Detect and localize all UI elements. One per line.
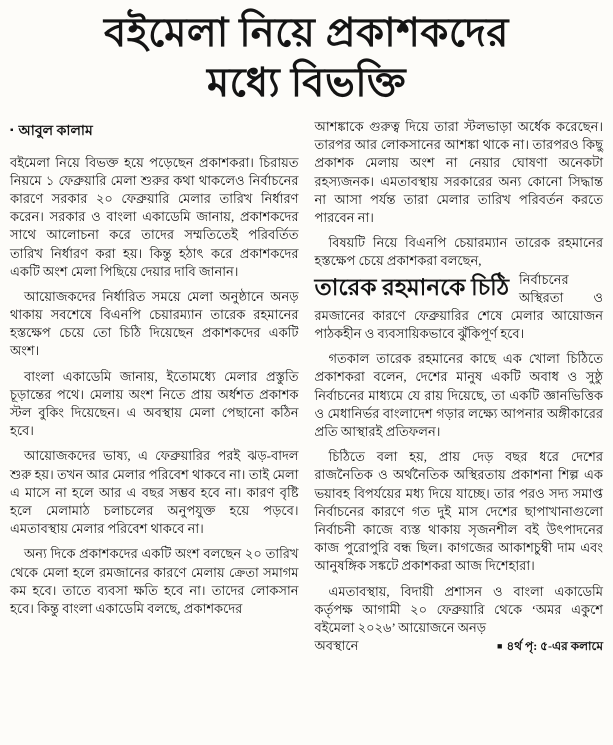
headline-line-2: মধ্যে বিভক্তি (206, 60, 407, 105)
square-bullet-icon: ■ (497, 641, 503, 652)
byline (10, 122, 299, 142)
right-column (315, 118, 604, 655)
article-body (10, 118, 603, 655)
subheading: তারেক রহমানকে চিঠি (314, 274, 510, 300)
square-bullet-icon: ▪ (10, 125, 14, 136)
article-paragraph: আশঙ্কাকে গুরুত্ব দিয়ে তারা স্টলভাড়া অর্ধেক করেছেন। তারপর আর লোকসানের আশঙ্কা থাকে না। তারপরও কিছু প্রকাশক মেলায় অংশ না নেয়ার ঘোষণা অনেকটা রহস্যজনক। এমতাবস্থায় সরকারের অন্য কোনো সিদ্ধান্ত না আসা পর্যন্ত তারা মেলার তারিখ পরিবর্তন করতে পারবেন না। (314, 119, 603, 225)
article-paragraph: নির্বাচনের অস্থিরতা ও রমজানের কারণে ফেব্রুয়ারির শেষে মেলার আয়োজন পাঠকহীন ও ব্যবসায়িকভাবে ঝুঁকিপূর্ণ হবে। (314, 271, 603, 342)
continuation-line (315, 637, 604, 655)
article-paragraph: বইমেলা নিয়ে বিভক্ত হয়ে পড়েছেন প্রকাশকরা। চিরায়ত নিয়মে ১ ফেব্রুয়ারি মেলা শুরুর কথা থাকলেও নির্বাচনের কারণে সরকার ২০ ফেব্রুয়ারি মেলার তারিখ নির্ধারণ করেন। সরকার ও বাংলা একাডেমি জানায়, প্রকাশকদের সাথে আলোচনা করে তাদের সম্মতিতেই পরিবর্তিত তারিখ নির্ধারণ করা হয়। কিন্তু হঠাৎ করে প্রকাশকদের একটি অংশ মেলা পিছিয়ে দেয়ার দাবি জানান। (10, 154, 299, 279)
article-paragraph: বিষয়টি নিয়ে বিএনপি চেয়ারম্যান তারেক রহমানের হস্তক্ষেপ চেয়ে প্রকাশকরা বলছেন, (314, 235, 603, 269)
article-paragraph: বাংলা একাডেমি জানায়, ইতোমধ্যে মেলার প্রস্তুতি চূড়ান্তের পথে। মেলায় অংশ নিতে প্রায় অর্ধশত প্রকাশক স্টল বুকিং দিয়েছেন। এ অবস্থায় মেলা পেছানো কঠিন হবে। (10, 368, 299, 439)
paragraph-end-word: অবস্থানে (314, 638, 359, 654)
byline-name: আবুল কালাম (18, 124, 93, 139)
continuation-note (497, 638, 603, 655)
article-paragraph: গতকাল তারেক রহমানের কাছে এক খোলা চিঠিতে প্রকাশকরা বলেন, দেশের মানুষ একটি অবাধ ও সুষ্ঠু নির্বাচনের মাধ্যমে যে রায় দিয়েছে, তা একটি জ্ঞানভিত্তিক ও মেধানির্ভর বাংলাদেশ গড়ার লক্ষ্যে আপনার অঙ্গীকারের প্রতি আস্থারই প্রতিফলন। (314, 351, 603, 439)
continuation-text: ৪র্থ পৃ: ৫-এর কলামে (506, 639, 603, 654)
article-paragraph: এমতাবস্থায়, বিদায়ী প্রশাসন ও বাংলা একাডেমি কর্তৃপক্ষ আগামী ২০ ফেব্রুয়ারি থেকে ‘অমর একুশে বইমেলা ২০২৬’ আয়োজনে অনড় (314, 583, 603, 635)
headline (10, 8, 603, 108)
headline-line-1: বইমেলা নিয়ে প্রকাশকদের (104, 10, 509, 55)
left-column (10, 118, 299, 655)
article-paragraph: চিঠিতে বলা হয়, প্রায় দেড় বছর ধরে দেশের রাজনৈতিক ও অর্থনৈতিক অস্থিরতায় প্রকাশনা শিল্প এক ভয়াবহ বিপর্যয়ের মধ্য দিয়ে যাচ্ছে। তার পরও সদ্য সমাপ্ত নির্বাচনের কারণে গত দুই মাস দেশের ছাপাখানাগুলো নির্বাচনী কাজে ব্যস্ত থাকায় সৃজনশীল বই উৎপাদনের কাজ পুরোপুরি বন্ধ ছিল। কাগজের আকাশচুম্বী দাম এবং আনুষঙ্গিক সঙ্কটে প্রকাশকরা আজ দিশেহারা। (314, 449, 603, 574)
article-paragraph: আয়োজকদের ভাষ্য, এ ফেব্রুয়ারির পরই ঝড়-বাদল শুরু হয়। তখন আর মেলার পরিবেশ থাকবে না। তাই মেলা এ মাসে না হলে আর এ বছর সম্ভব হবে না। কারণ বৃষ্টি হলে মেলামাঠ চলাচলের অনুপযুক্ত হয়ে পড়বে। এমতাবস্থায় মেলার পরিবেশ থাকবে না। (10, 448, 299, 537)
subheading-block (315, 271, 604, 344)
article-paragraph: আয়োজকদের নির্ধারিত সময়ে মেলা অনুষ্ঠানে অনড় থাকায় সবশেষে বিএনপি চেয়ারম্যান তারেক রহমানের হস্তক্ষেপ চেয়ে তো চিঠি দিয়েছেন প্রকাশকদের একটি অংশ। (10, 288, 299, 359)
article-paragraph: অন্য দিকে প্রকাশকদের একটি অংশ বলছেন ২০ তারিখ থেকে মেলা হলে রমজানের কারণে মেলায় ক্রেতা সমাগম কম হবে। তাতে ব্যবসা ক্ষতি হবে না। তাদের লোকসান হবে। কিন্তু বাংলা একাডেমি বলছে, প্রকাশকদের (10, 546, 299, 616)
